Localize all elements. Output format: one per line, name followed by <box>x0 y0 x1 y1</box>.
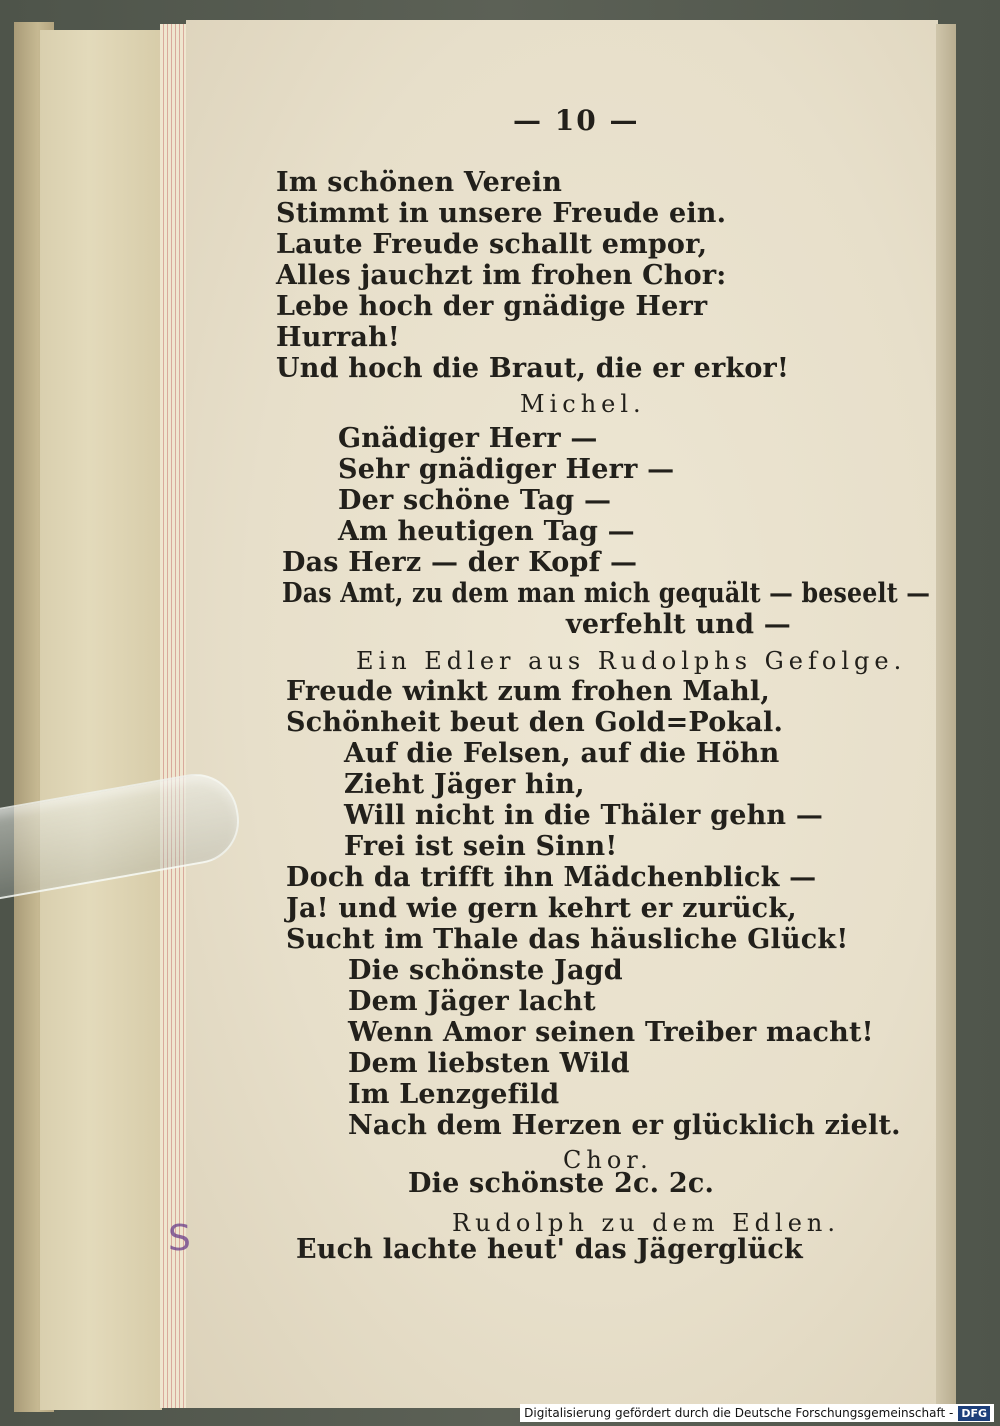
text-line: Auf die Felsen, auf die Höhn <box>344 738 780 769</box>
text-line: Laute Freude schallt empor, <box>276 229 708 260</box>
text-line: Nach dem Herzen er glücklich zielt. <box>348 1110 901 1141</box>
text-line: Die schönste Jagd <box>348 955 623 986</box>
speaker-name: Ein Edler aus Rudolphs Gefolge. <box>356 647 907 675</box>
page-number: — 10 — <box>513 104 640 137</box>
book-binding <box>40 30 162 1410</box>
text-line: Dem Jäger lacht <box>348 986 596 1017</box>
text-line: Das Amt, zu dem man mich gequält — beseelt — <box>282 578 931 609</box>
speaker-name: Michel. <box>520 390 646 418</box>
text-line: Sucht im Thale das häusliche Glück! <box>286 924 849 955</box>
text-line: Euch lachte heut' das Jägerglück <box>296 1234 803 1265</box>
text-line: Zieht Jäger hin, <box>344 769 585 800</box>
text-line: verfehlt und — <box>566 609 791 640</box>
library-stamp-letter: S <box>168 1218 191 1259</box>
text-line: Gnädiger Herr — <box>338 423 598 454</box>
text-line: Stimmt in unsere Freude ein. <box>276 198 727 229</box>
text-line: Schönheit beut den Gold=Pokal. <box>286 707 784 738</box>
text-line: Freude winkt zum frohen Mahl, <box>286 676 770 707</box>
text-line: Die schönste 2c. 2c. <box>408 1168 715 1199</box>
text-line: Im schönen Verein <box>276 167 563 198</box>
text-line: Will nicht in die Thäler gehn — <box>344 800 824 831</box>
credit-text: Digitalisierung gefördert durch die Deutsche Forschungsgemeinschaft - <box>524 1406 954 1420</box>
text-line: Doch da trifft ihn Mädchenblick — <box>286 862 817 893</box>
text-line: Wenn Amor seinen Treiber macht! <box>348 1017 874 1048</box>
text-line: Der schöne Tag — <box>338 485 612 516</box>
speaker-name: Rudolph zu dem Edlen. <box>452 1209 840 1237</box>
digitization-credit <box>520 1404 994 1422</box>
text-line: Und hoch die Braut, die er erkor! <box>276 353 790 384</box>
text-line: Frei ist sein Sinn! <box>344 831 618 862</box>
text-line: Dem liebsten Wild <box>348 1048 630 1079</box>
speaker-name: Chor. <box>563 1146 653 1174</box>
text-line: Das Herz — der Kopf — <box>282 547 638 578</box>
text-line: Im Lenzgefild <box>348 1079 560 1110</box>
text-line: Ja! und wie gern kehrt er zurück, <box>286 893 797 924</box>
text-line: Sehr gnädiger Herr — <box>338 454 675 485</box>
text-line: Lebe hoch der gnädige Herr <box>276 291 708 322</box>
dfg-logo: DFG <box>958 1406 990 1421</box>
text-line: Hurrah! <box>276 322 400 353</box>
text-line: Alles jauchzt im frohen Chor: <box>276 260 727 291</box>
text-line: Am heutigen Tag — <box>338 516 635 547</box>
page-right-edge <box>936 24 956 1404</box>
